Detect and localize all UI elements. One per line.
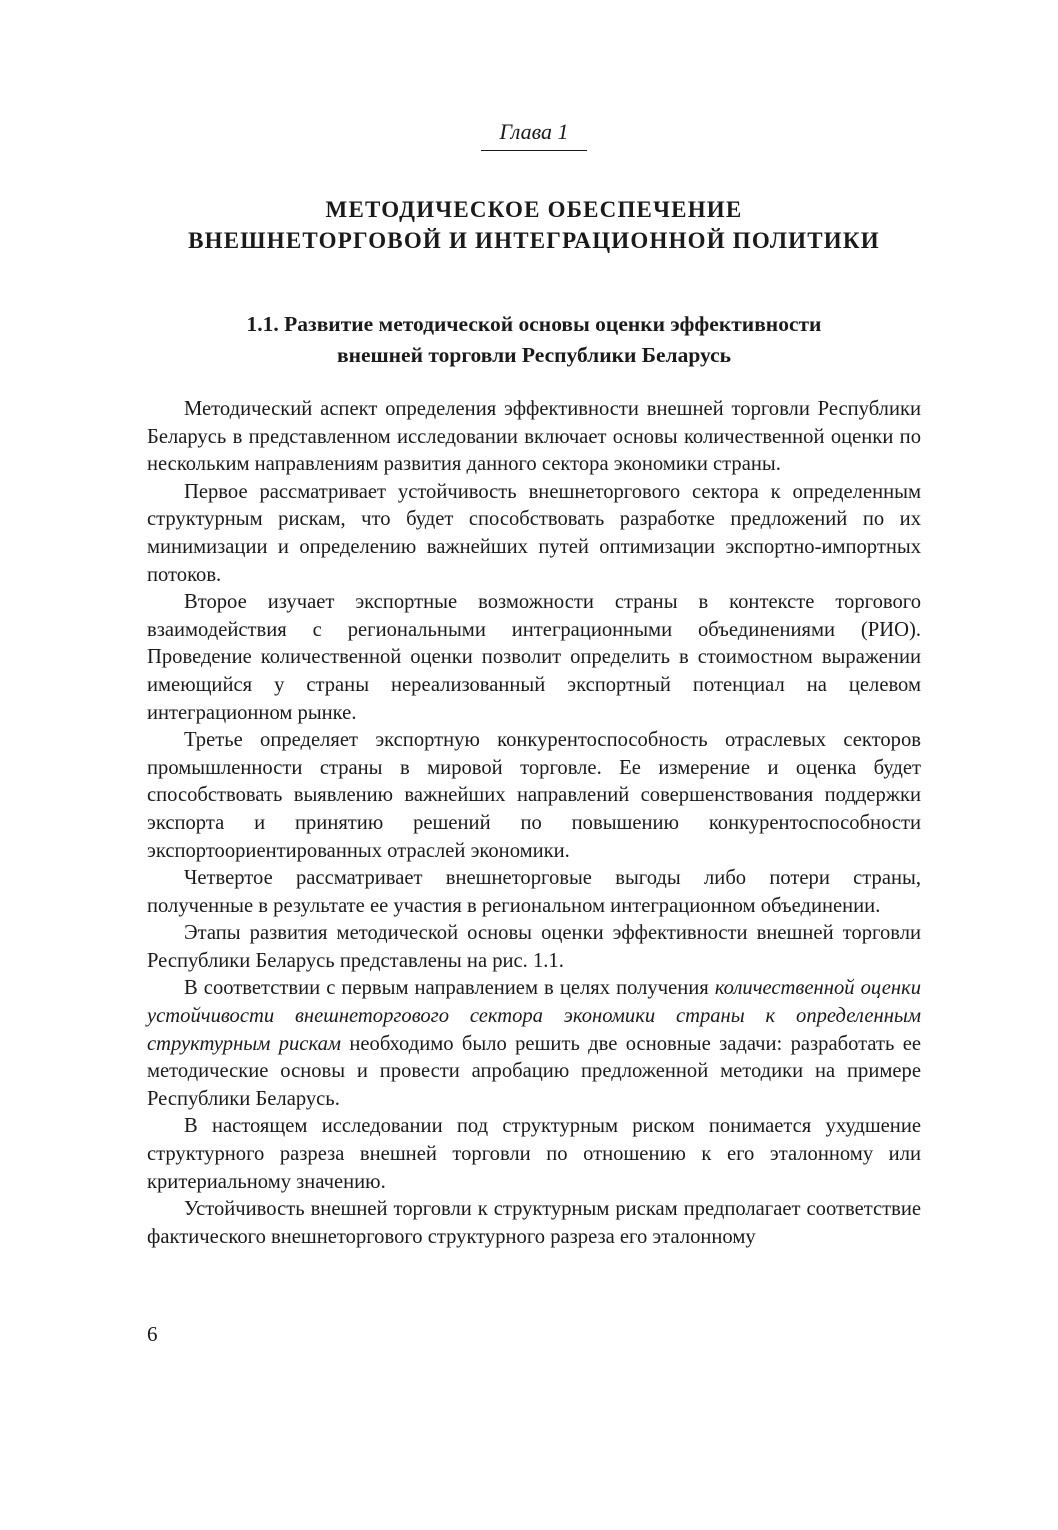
paragraph	[147, 975, 921, 1113]
paragraph: В настоящем исследовании под структурным риском понимается ухудшение структурного разреза внешней торговли по отношению к его эталонному или критериальному значению.	[147, 1115, 921, 1193]
paragraph: Второе изучает экспортные возможности страны в контексте торгового взаимодействия с региональными интеграционными объединениями (РИО). Проведение количественной оценки позволит определить в стоимостном выражении имеющийся у страны нереализованный экспортный потенциал на целевом интеграционном рынке.	[147, 591, 921, 724]
paragraph: Третье определяет экспортную конкурентоспособность отраслевых секторов промышленности страны в мировой торговле. Ее измерение и оценка будет способствовать выявлению важнейших направлений совершенствования поддержки экспорта и принятию решений по повышению конкурентоспособности экспортоориентированных отраслей экономики.	[147, 729, 921, 862]
section-title	[147, 309, 921, 371]
paragraph-text: В соответствии с первым направлением в целях получения	[184, 977, 715, 1000]
paragraph: Устойчивость внешней торговли к структурным рискам предполагает соответствие фактического внешнеторгового структурного разреза его эталонному	[147, 1198, 921, 1248]
section-title-line: 1.1. Развитие методической основы оценки эффективности	[246, 312, 822, 336]
paragraph: Этапы развития методической основы оценки эффективности внешней торговли Республики Беларусь представлены на рис. 1.1.	[147, 922, 921, 972]
chapter-title-line: МЕТОДИЧЕСКОЕ ОБЕСПЕЧЕНИЕ	[325, 197, 743, 222]
paragraph: Четвертое рассматривает внешнеторговые выгоды либо потери страны, полученные в результате ее участия в региональном интеграционном объединении.	[147, 867, 921, 917]
chapter-label-text: Глава 1	[481, 118, 586, 151]
paragraph-emphasis: количественной оценки устойчивости внешнеторгового сектора экономики страны к определенным структурным рискам	[147, 977, 921, 1055]
chapter-label	[147, 118, 921, 151]
paragraph: Первое рассматривает устойчивость внешнеторгового сектора к определенным структурным рискам, что будет способствовать разработке предложений по их минимизации и определению важнейших путей оптимизации экспортно-импортных потоков.	[147, 480, 921, 586]
chapter-title	[147, 194, 921, 256]
section-title-line: внешней торговли Республики Беларусь	[336, 343, 732, 367]
paragraph: Методический аспект определения эффективности внешней торговли Республики Беларусь в представленном исследовании включает основы количественной оценки по нескольким направлениям развития данного сектора экономики страны.	[147, 398, 921, 476]
book-page	[147, 0, 921, 1530]
page-number: 6	[147, 1322, 158, 1346]
paragraph-text: необходимо было решить две основные задачи: разработать ее методические основы и провести апробацию предложенной методики на примере Республики Беларусь.	[147, 1032, 921, 1110]
chapter-title-line: ВНЕШНЕТОРГОВОЙ И ИНТЕГРАЦИОННОЙ ПОЛИТИКИ	[188, 228, 880, 253]
body-text	[147, 396, 921, 1251]
